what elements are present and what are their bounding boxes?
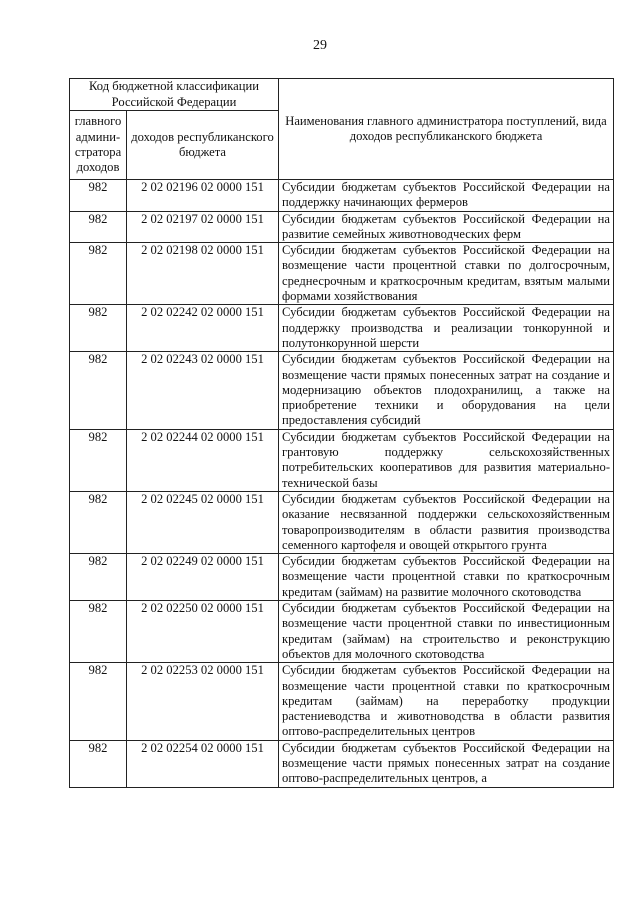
- table-row: [70, 429, 614, 491]
- row-income-code: 2 02 02249 02 0000 151: [127, 554, 279, 601]
- row-income-code: 2 02 02254 02 0000 151: [127, 740, 279, 787]
- row-description: Субсидии бюджетам субъектов Российской Федерации на возмещение части процентной ставки по инвестиционным кредитам (займам) на строительство и реконструкцию объектов для молочного скотоводства: [279, 601, 614, 663]
- row-description: Субсидии бюджетам субъектов Российской Федерации на оказание несвязанной поддержки сельскохозяйственным товаропроизводителям в области развития производства семенного картофеля и овощей открытого грунта: [279, 491, 614, 553]
- table-row: [70, 491, 614, 553]
- table-row: [70, 305, 614, 352]
- table-row: [70, 243, 614, 305]
- page-number: 29: [313, 38, 327, 53]
- row-admin-code: 982: [70, 554, 127, 601]
- row-admin-code: 982: [70, 180, 127, 212]
- table-row: [70, 211, 614, 243]
- table-row: [70, 740, 614, 787]
- row-description: Субсидии бюджетам субъектов Российской Федерации на возмещение части процентной ставки по краткосрочным кредитам (займам) на переработку продукции растениеводства и животноводства в области развития оптово-распределительных центров: [279, 663, 614, 740]
- page-bottom-edge: [0, 872, 640, 905]
- row-admin-code: 982: [70, 663, 127, 740]
- row-income-code: 2 02 02198 02 0000 151: [127, 243, 279, 305]
- header-admin: главного админи-стратора доходов: [70, 111, 127, 180]
- table-header-row: [70, 79, 614, 111]
- row-description: Субсидии бюджетам субъектов Российской Федерации на возмещение части прямых понесенных затрат на создание оптово-распределительных центров, а: [279, 740, 614, 787]
- row-income-code: 2 02 02196 02 0000 151: [127, 180, 279, 212]
- row-admin-code: 982: [70, 601, 127, 663]
- row-income-code: 2 02 02197 02 0000 151: [127, 211, 279, 243]
- row-admin-code: 982: [70, 243, 127, 305]
- row-description: Субсидии бюджетам субъектов Российской Федерации на возмещение части процентной ставки по краткосрочным кредитам (займам) на развитие молочного скотоводства: [279, 554, 614, 601]
- header-code: доходов республиканского бюджета: [127, 111, 279, 180]
- row-income-code: 2 02 02242 02 0000 151: [127, 305, 279, 352]
- row-description: Субсидии бюджетам субъектов Российской Федерации на грантовую поддержку сельскохозяйственных потребительских кооперативов для развития материально-технической базы: [279, 429, 614, 491]
- row-description: Субсидии бюджетам субъектов Российской Федерации на поддержку производства и реализации тонкорунной и полутонкорунной шерсти: [279, 305, 614, 352]
- row-admin-code: 982: [70, 352, 127, 429]
- table-body: [70, 180, 614, 788]
- row-income-code: 2 02 02243 02 0000 151: [127, 352, 279, 429]
- row-admin-code: 982: [70, 429, 127, 491]
- table-row: [70, 601, 614, 663]
- row-description: Субсидии бюджетам субъектов Российской Федерации на развитие семейных животноводческих ферм: [279, 211, 614, 243]
- row-income-code: 2 02 02250 02 0000 151: [127, 601, 279, 663]
- row-admin-code: 982: [70, 491, 127, 553]
- table-row: [70, 352, 614, 429]
- row-admin-code: 982: [70, 740, 127, 787]
- table-row: [70, 554, 614, 601]
- row-admin-code: 982: [70, 305, 127, 352]
- row-description: Субсидии бюджетам субъектов Российской Федерации на возмещение части прямых понесенных затрат на создание и модернизацию объектов плодохранилищ, а также на приобретение техники и оборудования на цели предоставления субсидий: [279, 352, 614, 429]
- header-group-title: Код бюджетной классификации Российской Федерации: [70, 79, 279, 111]
- row-admin-code: 982: [70, 211, 127, 243]
- row-income-code: 2 02 02245 02 0000 151: [127, 491, 279, 553]
- header-desc: Наименования главного администратора поступлений, вида доходов республиканского бюджета: [279, 79, 614, 180]
- row-income-code: 2 02 02253 02 0000 151: [127, 663, 279, 740]
- table-row: [70, 180, 614, 212]
- table-row: [70, 663, 614, 740]
- budget-classification-table: [69, 78, 614, 788]
- row-income-code: 2 02 02244 02 0000 151: [127, 429, 279, 491]
- row-description: Субсидии бюджетам субъектов Российской Федерации на поддержку начинающих фермеров: [279, 180, 614, 212]
- row-description: Субсидии бюджетам субъектов Российской Федерации на возмещение части процентной ставки по долгосрочным, среднесрочным и краткосрочным кредитам, взятым малыми формами хозяйствования: [279, 243, 614, 305]
